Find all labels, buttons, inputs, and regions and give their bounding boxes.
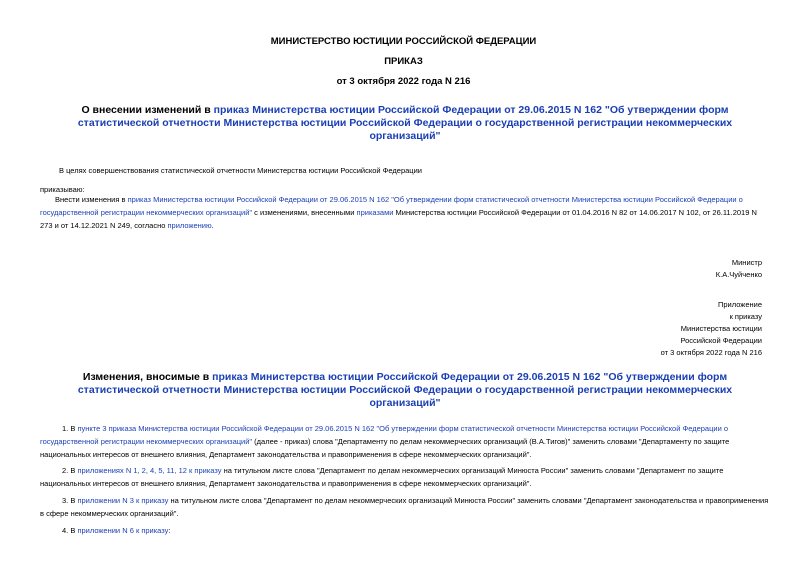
order-title-link[interactable]: приказ Министерства юстиции Российской Федерации от 29.06.2015 N 162 "Об утверждении форм статистической отчетности Министерства юстиции Российской Федерации о государственной регистрации некоммерческих организаций" [77,104,733,142]
order-title-prefix: О внесении изменений в [81,104,214,116]
item-4-text-1: 4. В [62,526,78,535]
order-word: приказываю: [40,185,85,194]
order-title [60,104,750,143]
list-item [40,494,770,520]
item-1-text-1: 1. В [62,424,78,433]
signature-position: Министр [731,258,762,267]
doc-type-heading: ПРИКАЗ [384,56,423,67]
appendix-line-5: от 3 октября 2022 года N 216 [660,348,762,357]
intro-paragraph: В целях совершенствования статистической отчетности Министерства юстиции Российской Федерации [59,166,422,175]
main-paragraph [40,193,770,232]
orders-link[interactable]: приказами [356,208,394,217]
order-date-number: от 3 октября 2022 года N 216 [336,76,471,87]
item-4-text-2: : [168,526,171,535]
signature-name: К.А.Чуйченко [715,270,762,279]
appendix-line-4: Российской Федерации [680,336,762,345]
main-text-3: Министерства юстиции Российской Федерации от 01.04.2016 N 82 от 14.06.2017 N 102, от 26.11.2019 N 273 и от 14.12.2021 N 249, [40,208,757,230]
changes-title-link[interactable]: приказ Министерства юстиции Российской Федерации от 29.06.2015 N 162 "Об утверждении форм статистической отчетности Министерства юстиции Российской Федерации о государственной регистрации некоммерческих организаций" [77,371,733,409]
appendix-line-3: Министерства юстиции [680,324,762,333]
main-text-1: Внести изменения в [55,195,128,204]
appendix-line-1: Приложение [718,300,762,309]
appendix-link[interactable]: приложению [167,221,212,230]
item-2-link[interactable]: приложениях N 1, 2, 4, 5, 11, 12 к приказу [77,466,222,475]
ministry-heading: МИНИСТЕРСТВО ЮСТИЦИИ РОССИЙСКОЙ ФЕДЕРАЦИИ [270,36,537,47]
item-1-link[interactable]: пункте 3 приказа Министерства юстиции Российской Федерации от 29.06.2015 N 162 "Об утверждении форм статистической отчетности Министерства юстиции Российской Федерации о государственной регистрации некоммерческих организаций" [40,424,729,446]
item-2-text-1: 2. В [62,466,78,475]
main-text-5: . [211,221,214,230]
list-item [40,422,770,461]
item-3-text-2: на титульном листе слова "Департамент по делам некоммерческих организаций Минюста России" заменить словами "Департамент законодательства и правоприменения в сфере некоммерческих организаций". [40,496,769,518]
main-text-2: с изменениями, внесенными [252,208,357,217]
item-4-link[interactable]: приложении N 6 к приказу [77,526,169,535]
main-text-4: согласно [132,221,168,230]
changes-title-prefix: Изменения, вносимые в [82,371,213,383]
changes-title [60,371,750,410]
item-3-text-1: 3. В [62,496,78,505]
item-1-text-2: (далее - приказ) слова "Департаменту по делам некоммерческих организаций (В.А.Тигов)" заменить словами "Департаменту по защите национальных интересов от внешнего влияния, Департамент законодательства и правоприменения в сфере некоммерческих организаций". [40,437,730,459]
list-item [40,524,770,537]
item-2-text-2: на титульном листе слова "Департамент по делам некоммерческих организаций Минюста России" заменить словами "Департамент по защите национальных интересов от внешнего влияния, Департамент законодательства и правоприменения в сфере некоммерческих организаций". [40,466,724,488]
main-order-link[interactable]: приказ Министерства юстиции Российской Федерации от 29.06.2015 N 162 "Об утверждении форм статистической отчетности Министерства юстиции Российской Федерации о государственной регистрации некоммерческих организаций" [40,195,743,217]
list-item [40,464,770,490]
item-3-link[interactable]: приложении N 3 к приказу [77,496,169,505]
appendix-line-2: к приказу [729,312,762,321]
